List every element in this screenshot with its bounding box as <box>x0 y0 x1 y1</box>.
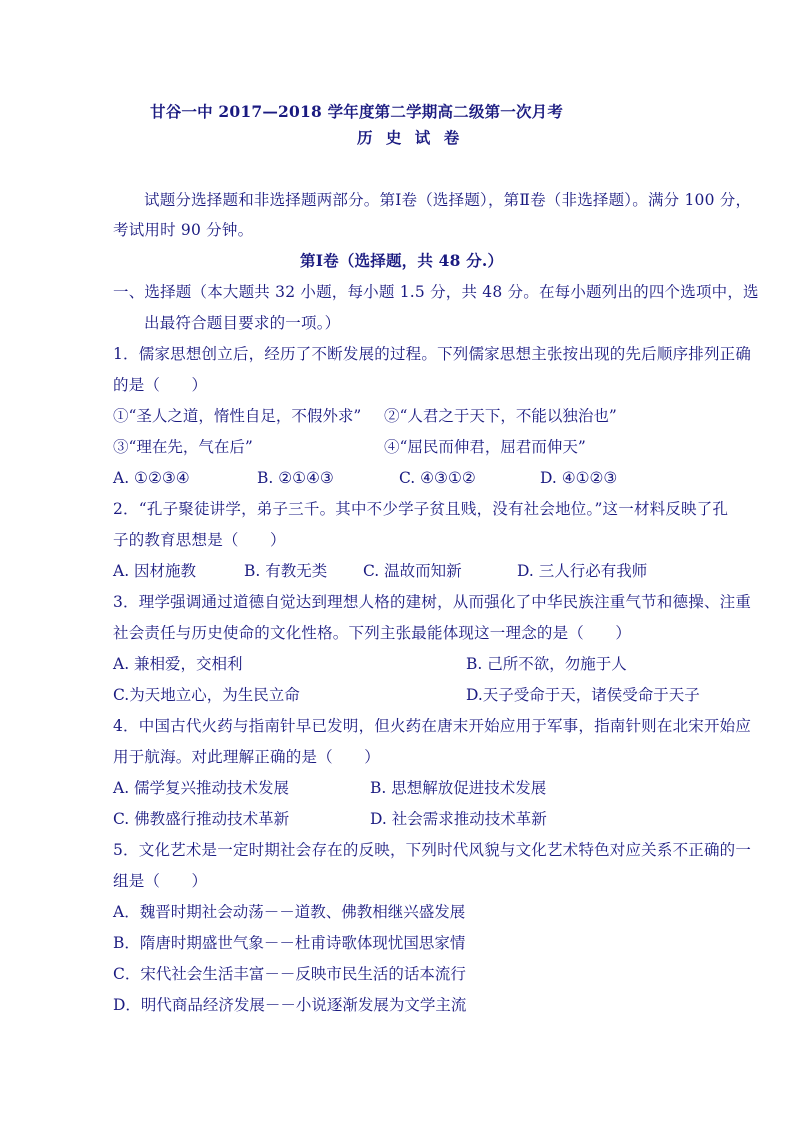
exam-title: 甘谷一中 2017—2018 学年度第二学期高二级第一次月考 <box>150 102 564 121</box>
q5-option-b: B．隋唐时期盛世气象－－杜甫诗歌体现忧国思家情 <box>113 934 466 952</box>
q5-option-a: A．魏晋时期社会动荡－－道教、佛教相继兴盛发展 <box>113 903 466 921</box>
section-heading: 第Ⅰ卷（选择题，共 48 分.） <box>300 251 504 270</box>
q2-option-b: B. 有教无类 <box>244 562 328 580</box>
q5-option-c: C．宋代社会生活丰富－－反映市民生活的话本流行 <box>113 965 466 983</box>
q2-option-a: A. 因材施教 <box>113 562 197 580</box>
q1-option-b: B. ②①④③ <box>257 469 334 487</box>
q1-stem-1: 1．儒家思想创立后，经历了不断发展的过程。下列儒家思想主张按出现的先后顺序排列正确 <box>113 345 752 363</box>
q3-stem-2: 社会责任与历史使命的文化性格。下列主张最能体现这一理念的是（ ） <box>113 624 632 642</box>
q4-option-c: C. 佛教盛行推动技术革新 <box>113 810 290 828</box>
q5-option-d: D．明代商品经济发展－－小说逐渐发展为文学主流 <box>113 996 467 1014</box>
q2-option-c: C. 温故而知新 <box>363 562 462 580</box>
q3-option-b: B. 己所不欲，勿施于人 <box>466 655 627 673</box>
q4-option-d: D. 社会需求推动技术革新 <box>370 810 547 828</box>
q4-option-b: B. 思想解放促进技术发展 <box>370 779 547 797</box>
q4-option-a: A. 儒学复兴推动技术发展 <box>113 779 290 797</box>
q5-stem-1: 5．文化艺术是一定时期社会存在的反映，下列时代风貌与文化艺术特色对应关系不正确的一 <box>113 841 752 859</box>
q3-option-a: A. 兼相爱，交相利 <box>113 655 243 673</box>
section-instructions-2: 出最符合题目要求的一项。） <box>144 314 341 332</box>
q5-stem-2: 组是（ ） <box>113 872 208 890</box>
intro-line-1: 试题分选择题和非选择题两部分。第Ⅰ卷（选择题），第Ⅱ卷（非选择题）。满分 100 分， <box>144 191 752 209</box>
q1-option-a: A. ①②③④ <box>113 469 190 487</box>
q1-option-d: D. ④①②③ <box>540 469 618 487</box>
q1-option-c: C. ④③①② <box>399 469 476 487</box>
q4-stem-2: 用于航海。对此理解正确的是（ ） <box>113 748 380 766</box>
q3-option-d: D.天子受命于天，诸侯受命于天子 <box>466 686 700 704</box>
q1-item-4: ④“屈民而伸君，屈君而伸天” <box>384 438 586 456</box>
q2-option-d: D. 三人行必有我师 <box>517 562 648 580</box>
intro-line-2: 考试用时 90 分钟。 <box>113 221 254 239</box>
q1-item-3: ③“理在先，气在后” <box>113 438 253 456</box>
q3-stem-1: 3．理学强调通过道德自觉达到理想人格的建树，从而强化了中华民族注重气节和德操、注重 <box>113 593 752 611</box>
q1-item-1: ①“圣人之道，惰性自足，不假外求” <box>113 407 362 425</box>
exam-subtitle: 历 史 试 卷 <box>357 128 464 147</box>
section-instructions-1: 一、选择题（本大题共 32 小题，每小题 1.5 分，共 48 分。在每小题列出的四个选项中，选 <box>113 283 759 301</box>
q2-stem-2: 子的教育思想是（ ） <box>113 531 286 549</box>
q1-item-2: ②“人君之于天下，不能以独治也” <box>384 407 617 425</box>
q3-option-c: C.为天地立心，为生民立命 <box>113 686 300 704</box>
q1-stem-2: 的是（ ） <box>113 376 208 394</box>
q2-stem-1: 2．“孔子聚徒讲学，弟子三千。其中不少学子贫且贱，没有社会地位。”这一材料反映了孔 <box>113 500 729 518</box>
q4-stem-1: 4．中国古代火药与指南针早已发明，但火药在唐末开始应用于军事，指南针则在北宋开始应 <box>113 717 752 735</box>
